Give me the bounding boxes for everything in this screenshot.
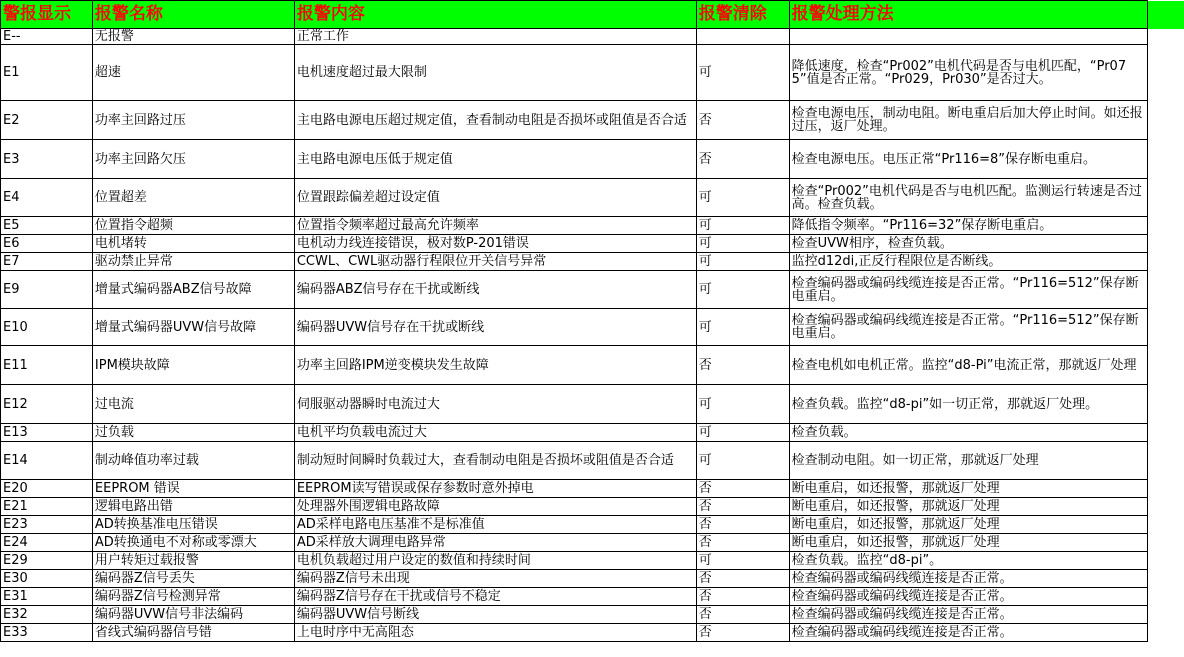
cell-content: AD采样电路电压基准不是标准值 bbox=[294, 516, 696, 534]
row-spacer bbox=[1148, 179, 1184, 217]
row-spacer bbox=[1148, 534, 1184, 552]
cell-clear: 否 bbox=[696, 498, 789, 516]
table-row bbox=[1, 606, 1184, 624]
header-spacer bbox=[1148, 1, 1184, 29]
cell-code: E14 bbox=[1, 442, 93, 480]
cell-code: E11 bbox=[1, 346, 93, 385]
cell-content: AD采样放大调理电路异常 bbox=[294, 534, 696, 552]
table-row bbox=[1, 498, 1184, 516]
cell-method: 检查负载。 bbox=[789, 424, 1147, 442]
cell-content: 处理器外围逻辑电路故障 bbox=[294, 498, 696, 516]
cell-name: 编码器Z信号丢失 bbox=[92, 570, 294, 588]
cell-method: 检查电机如电机正常。监控“d8-Pi”电流正常，那就返厂处理 bbox=[789, 346, 1147, 385]
cell-code: E13 bbox=[1, 424, 93, 442]
cell-clear: 可 bbox=[696, 253, 789, 271]
row-spacer bbox=[1148, 45, 1184, 101]
cell-name: EEPROM 错误 bbox=[92, 480, 294, 498]
table-row bbox=[1, 346, 1184, 385]
header-code: 警报显示 bbox=[1, 1, 93, 29]
cell-clear: 可 bbox=[696, 235, 789, 253]
cell-clear: 可 bbox=[696, 217, 789, 235]
cell-name: IPM模块故障 bbox=[92, 346, 294, 385]
cell-method: 检查“Pr002”电机代码是否与电机匹配。监测运行转速是否过高。检查负载。 bbox=[789, 179, 1147, 217]
cell-name: 制动峰值功率过载 bbox=[92, 442, 294, 480]
header-method: 报警处理方法 bbox=[789, 1, 1147, 29]
cell-method: 检查负载。监控“d8-pi”。 bbox=[789, 552, 1147, 570]
cell-method: 检查编码器或编码线缆连接是否正常。 bbox=[789, 570, 1147, 588]
cell-method: 断电重启，如还报警，那就返厂处理 bbox=[789, 498, 1147, 516]
cell-clear: 否 bbox=[696, 570, 789, 588]
cell-name: 编码器UVW信号非法编码 bbox=[92, 606, 294, 624]
cell-content: 伺服驱动器瞬时电流过大 bbox=[294, 385, 696, 424]
cell-content: CCWL、CWL驱动器行程限位开关信号异常 bbox=[294, 253, 696, 271]
table-row bbox=[1, 534, 1184, 552]
cell-clear: 可 bbox=[696, 442, 789, 480]
cell-code: E30 bbox=[1, 570, 93, 588]
cell-content: 电机速度超过最大限制 bbox=[294, 45, 696, 101]
table-row bbox=[1, 588, 1184, 606]
cell-content: 功率主回路IPM逆变模块发生故障 bbox=[294, 346, 696, 385]
cell-code: E1 bbox=[1, 45, 93, 101]
cell-name: 功率主回路欠压 bbox=[92, 140, 294, 179]
cell-name: 逻辑电路出错 bbox=[92, 498, 294, 516]
cell-method: 检查负载。监控“d8-pi”如一切正常，那就返厂处理。 bbox=[789, 385, 1147, 424]
cell-code: E23 bbox=[1, 516, 93, 534]
cell-clear: 否 bbox=[696, 606, 789, 624]
cell-content: 电机负载超过用户设定的数值和持续时间 bbox=[294, 552, 696, 570]
cell-content: 位置跟踪偏差超过设定值 bbox=[294, 179, 696, 217]
cell-content: EEPROM读写错误或保存参数时意外掉电 bbox=[294, 480, 696, 498]
cell-clear: 否 bbox=[696, 101, 789, 140]
cell-clear: 否 bbox=[696, 140, 789, 179]
row-spacer bbox=[1148, 140, 1184, 179]
cell-content: 编码器UVW信号存在干扰或断线 bbox=[294, 309, 696, 346]
cell-code: E29 bbox=[1, 552, 93, 570]
cell-method: 检查编码器或编码线缆连接是否正常。 bbox=[789, 624, 1147, 642]
cell-content: 编码器Z信号存在干扰或信号不稳定 bbox=[294, 588, 696, 606]
table-header-row bbox=[1, 1, 1184, 29]
row-spacer bbox=[1148, 29, 1184, 45]
cell-name: 位置超差 bbox=[92, 179, 294, 217]
cell-code: E31 bbox=[1, 588, 93, 606]
cell-method: 检查制动电阻。如一切正常，那就返厂处理 bbox=[789, 442, 1147, 480]
cell-clear: 否 bbox=[696, 588, 789, 606]
cell-name: 过负载 bbox=[92, 424, 294, 442]
cell-content: 位置指令频率超过最高允许频率 bbox=[294, 217, 696, 235]
cell-code: E2 bbox=[1, 101, 93, 140]
cell-clear: 可 bbox=[696, 179, 789, 217]
table-row bbox=[1, 442, 1184, 480]
table-row bbox=[1, 480, 1184, 498]
cell-code: E21 bbox=[1, 498, 93, 516]
table-row bbox=[1, 385, 1184, 424]
cell-name: 无报警 bbox=[92, 29, 294, 45]
row-spacer bbox=[1148, 235, 1184, 253]
cell-method: 检查电源电压。电压正常“Pr116=8”保存断电重启。 bbox=[789, 140, 1147, 179]
row-spacer bbox=[1148, 309, 1184, 346]
table-row bbox=[1, 424, 1184, 442]
cell-code: E6 bbox=[1, 235, 93, 253]
table-row bbox=[1, 552, 1184, 570]
table-row bbox=[1, 29, 1184, 45]
row-spacer bbox=[1148, 271, 1184, 309]
table-row bbox=[1, 271, 1184, 309]
row-spacer bbox=[1148, 101, 1184, 140]
cell-content: 编码器Z信号未出现 bbox=[294, 570, 696, 588]
cell-method: 检查编码器或编码线缆连接是否正常。 bbox=[789, 606, 1147, 624]
cell-content: 电机动力线连接错误，极对数P-201错误 bbox=[294, 235, 696, 253]
cell-clear bbox=[696, 29, 789, 45]
row-spacer bbox=[1148, 516, 1184, 534]
row-spacer bbox=[1148, 498, 1184, 516]
cell-name: 编码器Z信号检测异常 bbox=[92, 588, 294, 606]
row-spacer bbox=[1148, 570, 1184, 588]
cell-name: 功率主回路过压 bbox=[92, 101, 294, 140]
table-row bbox=[1, 101, 1184, 140]
cell-name: 省线式编码器信号错 bbox=[92, 624, 294, 642]
cell-content: 正常工作 bbox=[294, 29, 696, 45]
cell-code: E10 bbox=[1, 309, 93, 346]
row-spacer bbox=[1148, 346, 1184, 385]
cell-clear: 可 bbox=[696, 424, 789, 442]
cell-method: 检查电源电压，制动电阻。断电重启后加大停止时间。如还报过压，返厂处理。 bbox=[789, 101, 1147, 140]
cell-name: 增量式编码器UVW信号故障 bbox=[92, 309, 294, 346]
row-spacer bbox=[1148, 624, 1184, 642]
cell-method: 断电重启，如还报警，那就返厂处理 bbox=[789, 534, 1147, 552]
row-spacer bbox=[1148, 480, 1184, 498]
cell-code: E-- bbox=[1, 29, 93, 45]
cell-code: E7 bbox=[1, 253, 93, 271]
header-clear: 报警清除 bbox=[696, 1, 789, 29]
cell-content: 电机平均负载电流过大 bbox=[294, 424, 696, 442]
table-row bbox=[1, 253, 1184, 271]
cell-clear: 可 bbox=[696, 385, 789, 424]
cell-name: 用户转矩过载报警 bbox=[92, 552, 294, 570]
table-row bbox=[1, 516, 1184, 534]
cell-clear: 否 bbox=[696, 624, 789, 642]
cell-method: 降低速度，检查“Pr002”电机代码是否与电机匹配，“Pr075”值是否正常。“Pr029，Pr030”是否过大。 bbox=[789, 45, 1147, 101]
cell-code: E9 bbox=[1, 271, 93, 309]
cell-content: 制动短时间瞬时负载过大，查看制动电阻是否损坏或阻值是否合适 bbox=[294, 442, 696, 480]
row-spacer bbox=[1148, 217, 1184, 235]
cell-method: 断电重启，如还报警，那就返厂处理 bbox=[789, 480, 1147, 498]
cell-name: 电机堵转 bbox=[92, 235, 294, 253]
table-body bbox=[1, 29, 1184, 642]
cell-name: 驱动禁止异常 bbox=[92, 253, 294, 271]
cell-code: E3 bbox=[1, 140, 93, 179]
cell-name: 超速 bbox=[92, 45, 294, 101]
row-spacer bbox=[1148, 424, 1184, 442]
row-spacer bbox=[1148, 442, 1184, 480]
table-row bbox=[1, 140, 1184, 179]
table-row bbox=[1, 45, 1184, 101]
cell-method: 检查编码器或编码线缆连接是否正常。“Pr116=512”保存断电重启。 bbox=[789, 271, 1147, 309]
cell-code: E32 bbox=[1, 606, 93, 624]
cell-clear: 否 bbox=[696, 534, 789, 552]
row-spacer bbox=[1148, 588, 1184, 606]
cell-code: E20 bbox=[1, 480, 93, 498]
cell-code: E5 bbox=[1, 217, 93, 235]
cell-clear: 可 bbox=[696, 45, 789, 101]
cell-code: E12 bbox=[1, 385, 93, 424]
cell-content: 上电时序中无高阻态 bbox=[294, 624, 696, 642]
cell-code: E4 bbox=[1, 179, 93, 217]
cell-code: E24 bbox=[1, 534, 93, 552]
cell-clear: 否 bbox=[696, 516, 789, 534]
cell-content: 主电路电源电压超过规定值，查看制动电阻是否损坏或阻值是否合适 bbox=[294, 101, 696, 140]
cell-method: 断电重启，如还报警，那就返厂处理 bbox=[789, 516, 1147, 534]
cell-name: AD转换通电不对称或零漂大 bbox=[92, 534, 294, 552]
cell-clear: 否 bbox=[696, 480, 789, 498]
cell-method: 检查UVW相序，检查负载。 bbox=[789, 235, 1147, 253]
cell-name: 位置指令超频 bbox=[92, 217, 294, 235]
header-name: 报警名称 bbox=[92, 1, 294, 29]
cell-clear: 可 bbox=[696, 271, 789, 309]
table-row bbox=[1, 179, 1184, 217]
cell-method bbox=[789, 29, 1147, 45]
cell-content: 主电路电源电压低于规定值 bbox=[294, 140, 696, 179]
table-row bbox=[1, 217, 1184, 235]
cell-content: 编码器ABZ信号存在干扰或断线 bbox=[294, 271, 696, 309]
row-spacer bbox=[1148, 253, 1184, 271]
table-row bbox=[1, 624, 1184, 642]
cell-method: 降低指令频率。“Pr116=32”保存断电重启。 bbox=[789, 217, 1147, 235]
header-content: 报警内容 bbox=[294, 1, 696, 29]
cell-name: 增量式编码器ABZ信号故障 bbox=[92, 271, 294, 309]
row-spacer bbox=[1148, 552, 1184, 570]
cell-method: 监控d12di,正反行程限位是否断线。 bbox=[789, 253, 1147, 271]
cell-clear: 可 bbox=[696, 309, 789, 346]
table-row bbox=[1, 309, 1184, 346]
cell-content: 编码器UVW信号断线 bbox=[294, 606, 696, 624]
table-row bbox=[1, 570, 1184, 588]
table-row bbox=[1, 235, 1184, 253]
row-spacer bbox=[1148, 606, 1184, 624]
cell-name: 过电流 bbox=[92, 385, 294, 424]
cell-method: 检查编码器或编码线缆连接是否正常。“Pr116=512”保存断电重启。 bbox=[789, 309, 1147, 346]
row-spacer bbox=[1148, 385, 1184, 424]
cell-code: E33 bbox=[1, 624, 93, 642]
cell-method: 检查编码器或编码线缆连接是否正常。 bbox=[789, 588, 1147, 606]
cell-clear: 可 bbox=[696, 552, 789, 570]
cell-clear: 否 bbox=[696, 346, 789, 385]
cell-name: AD转换基准电压错误 bbox=[92, 516, 294, 534]
